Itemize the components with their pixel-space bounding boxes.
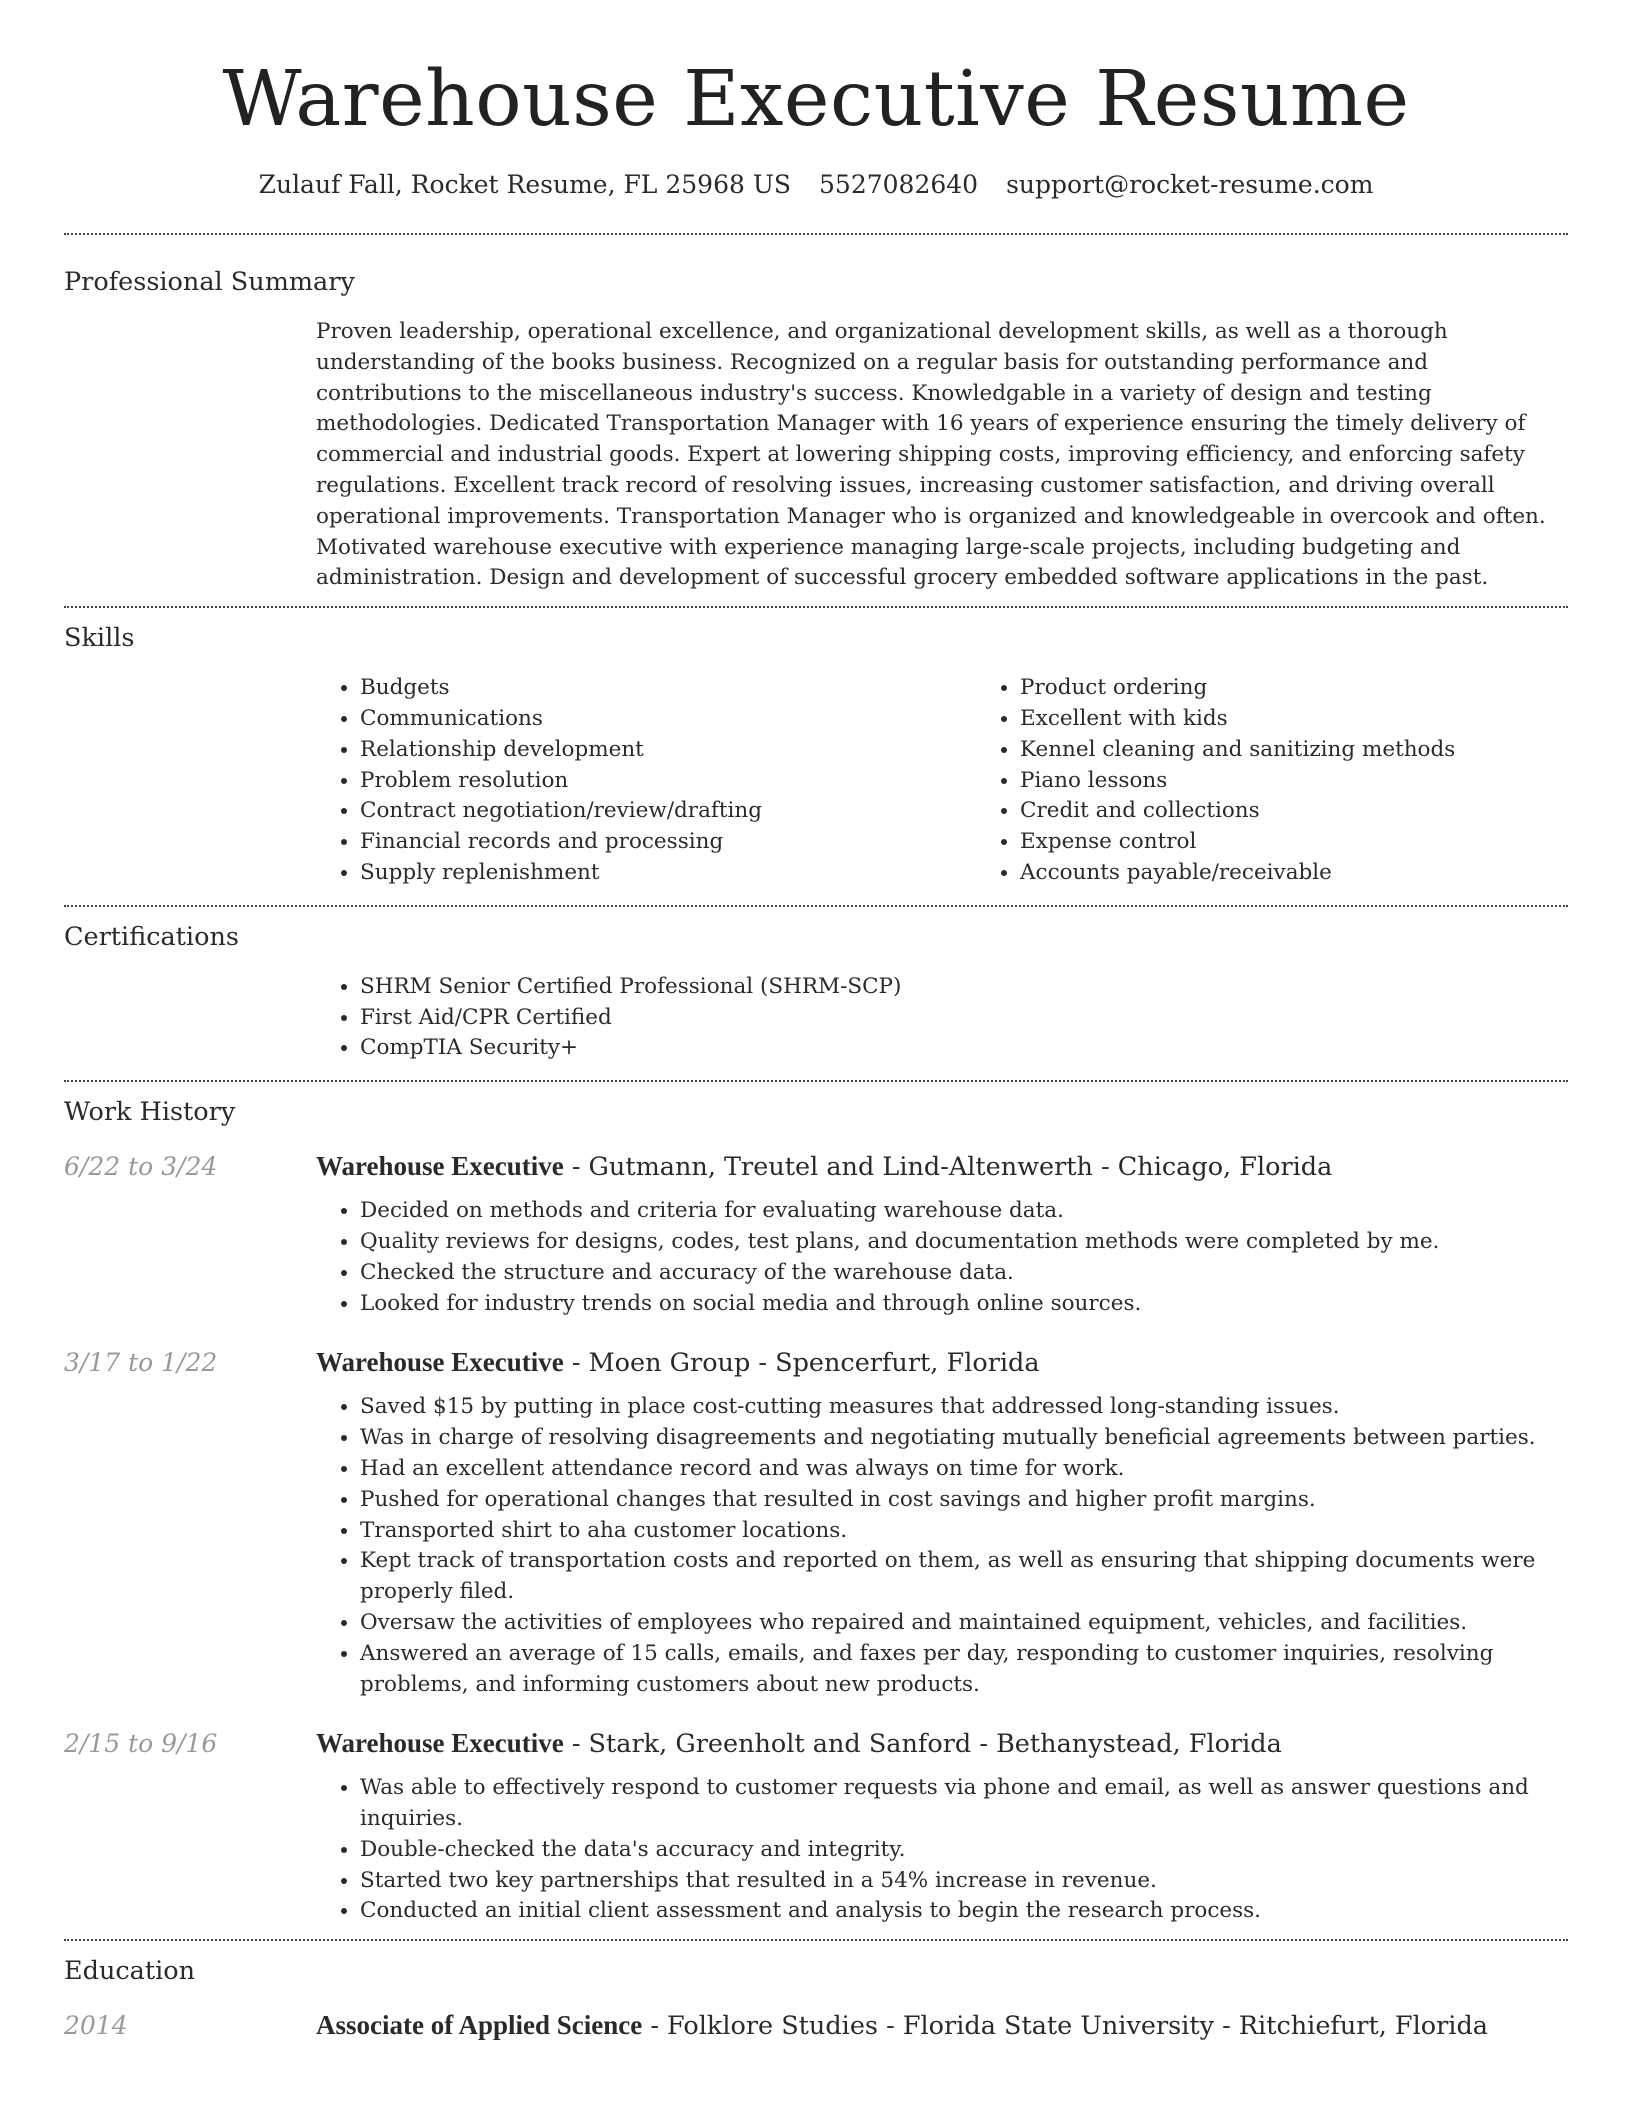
- list-item: • Kennel cleaning and sanitizing methods: [1020, 735, 1632, 766]
- list-item: • Communications: [360, 704, 976, 735]
- education-section: [64, 1941, 1568, 2043]
- education-entry: [64, 2008, 1568, 2043]
- list-item: • Quality reviews for designs, codes, test plans, and documentation methods were completed by me.: [360, 1227, 1568, 1258]
- job-entry: [64, 1345, 1568, 1700]
- list-item: • Pushed for operational changes that resulted in cost savings and higher profit margins.: [360, 1485, 1568, 1516]
- skills-columns: [316, 673, 1568, 889]
- summary-text: Proven leadership, operational excellence, and organizational development skills, as well as a thorough understanding of the books business. Recognized on a regular basis for outstanding performance and contributions to the miscellaneous industry's success. Knowledgable in a variety of design and testing methodologies. Dedicated Transportation Manager with 16 years of experience ensuring the timely delivery of commercial and industrial goods. Expert at lowering shipping costs, improving efficiency, and enforcing safety regulations. Excellent track record of resolving issues, increasing customer satisfaction, and driving overall operational improvements. Transportation Manager who is organized and knowledgeable in overcook and often. Motivated warehouse executive with experience managing large-scale projects, including budgeting and administration. Design and development of successful grocery embedded software applications in the past.: [316, 319, 1546, 591]
- job-header: [64, 1149, 1568, 1184]
- list-item: • Accounts payable/receivable: [1020, 858, 1632, 889]
- list-item: • Expense control: [1020, 827, 1632, 858]
- job-content: [316, 1392, 1568, 1700]
- list-item: • CompTIA Security+: [360, 1033, 1568, 1064]
- list-item: • Problem resolution: [360, 766, 976, 797]
- job-bullets: [316, 1773, 1568, 1927]
- section-heading-work-history: Work History: [64, 1097, 236, 1128]
- list-item: • Was in charge of resolving disagreements and negotiating mutually beneficial agreements between parties.: [360, 1423, 1568, 1454]
- education-details: - Folklore Studies - Florida State University - Ritchiefurt, Florida: [642, 2011, 1488, 2042]
- contact-line: [64, 168, 1568, 202]
- job-content: [316, 1196, 1568, 1319]
- jobs-list: [64, 1149, 1568, 1927]
- list-item: • Piano lessons: [1020, 766, 1632, 797]
- job-bullets: [316, 1392, 1568, 1700]
- contact-address: Zulauf Fall, Rocket Resume, FL 25968 US: [258, 170, 792, 199]
- list-item: • Conducted an initial client assessment and analysis to begin the research process.: [360, 1896, 1568, 1927]
- certifications-section: [64, 907, 1568, 1064]
- section-heading-skills: Skills: [64, 623, 135, 654]
- job-entry: [64, 1149, 1568, 1319]
- certifications-list: [316, 972, 1568, 1064]
- section-heading-certifications: Certifications: [64, 921, 239, 952]
- list-item: • Answered an average of 15 calls, emails, and faxes per day, responding to customer inquiries, resolving problems, and informing customers about new products.: [360, 1639, 1568, 1701]
- education-list: [64, 2008, 1568, 2043]
- list-item: • Transported shirt to aha customer locations.: [360, 1516, 1568, 1547]
- section-heading-education: Education: [64, 1956, 196, 1987]
- job-content: [316, 1773, 1568, 1927]
- list-item: • Relationship development: [360, 735, 976, 766]
- list-item: • Credit and collections: [1020, 796, 1632, 827]
- skills-section: [64, 608, 1568, 889]
- list-item: • Checked the structure and accuracy of the warehouse data.: [360, 1258, 1568, 1289]
- work-history-section: [64, 1082, 1568, 1927]
- list-item: • Double-checked the data's accuracy and integrity.: [360, 1835, 1568, 1866]
- job-bullets: [316, 1196, 1568, 1319]
- job-dates: 3/17 to 1/22: [64, 1348, 218, 1378]
- job-title: [316, 1726, 1282, 1761]
- job-entry: [64, 1726, 1568, 1927]
- section-heading-summary: Professional Summary: [64, 267, 355, 297]
- education-year: 2014: [64, 2011, 128, 2041]
- certifications-content: [316, 972, 1568, 1064]
- job-title: [316, 1149, 1332, 1184]
- list-item: • Product ordering: [1020, 673, 1632, 704]
- job-details: - Stark, Greenholt and Sanford - Bethanystead, Florida: [563, 1729, 1282, 1760]
- list-item: • Oversaw the activities of employees who repaired and maintained equipment, vehicles, and facilities.: [360, 1608, 1568, 1639]
- list-item: • Started two key partnerships that resulted in a 54% increase in revenue.: [360, 1866, 1568, 1897]
- list-item: • Was able to effectively respond to customer requests via phone and email, as well as answer questions and inquiries.: [360, 1773, 1568, 1835]
- job-role: Warehouse Executive: [316, 1151, 564, 1182]
- list-item: • First Aid/CPR Certified: [360, 1003, 1568, 1034]
- list-item: • Decided on methods and criteria for evaluating warehouse data.: [360, 1196, 1568, 1227]
- list-item: • SHRM Senior Certified Professional (SHRM-SCP): [360, 972, 1568, 1003]
- page-title: Warehouse Executive Resume: [222, 55, 1410, 144]
- list-item: • Had an excellent attendance record and was always on time for work.: [360, 1454, 1568, 1485]
- skills-list-right: [976, 673, 1632, 889]
- list-item: • Excellent with kids: [1020, 704, 1632, 735]
- job-dates: 6/22 to 3/24: [64, 1152, 218, 1182]
- skills-list-left: [316, 673, 976, 889]
- job-dates: 2/15 to 9/16: [64, 1729, 218, 1759]
- contact-email: support@rocket-resume.com: [1006, 170, 1374, 199]
- job-header: [64, 1726, 1568, 1761]
- contact-phone: 5527082640: [819, 170, 979, 199]
- job-details: - Gutmann, Treutel and Lind-Altenwerth - Chicago, Florida: [563, 1152, 1333, 1183]
- list-item: • Budgets: [360, 673, 976, 704]
- list-item: • Looked for industry trends on social media and through online sources.: [360, 1289, 1568, 1320]
- list-item: • Saved $15 by putting in place cost-cutting measures that addressed long-standing issues.: [360, 1392, 1568, 1423]
- education-title: [316, 2008, 1488, 2043]
- job-header: [64, 1345, 1568, 1380]
- list-item: • Contract negotiation/review/drafting: [360, 796, 976, 827]
- job-details: - Moen Group - Spencerfurt, Florida: [563, 1348, 1040, 1379]
- job-role: Warehouse Executive: [316, 1347, 564, 1378]
- job-title: [316, 1345, 1040, 1380]
- list-item: • Supply replenishment: [360, 858, 976, 889]
- summary-section: [64, 235, 1568, 594]
- job-role: Warehouse Executive: [316, 1728, 564, 1759]
- list-item: • Financial records and processing: [360, 827, 976, 858]
- list-item: • Kept track of transportation costs and reported on them, as well as ensuring that shipping documents were properly filed.: [360, 1546, 1568, 1608]
- education-degree: Associate of Applied Science: [316, 2010, 643, 2041]
